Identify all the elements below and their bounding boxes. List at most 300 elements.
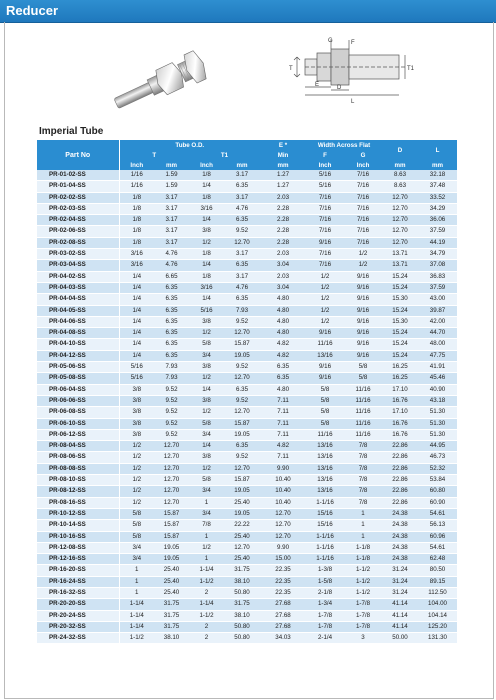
value-cell: 9.52 [224, 226, 260, 237]
value-cell: 44.70 [418, 328, 457, 339]
value-cell: 5/8 [306, 407, 344, 418]
value-cell: 2.28 [260, 215, 306, 226]
table-row [37, 226, 457, 237]
part-number-cell: PR-20-20-SS [37, 599, 119, 610]
value-cell: 104.00 [418, 599, 457, 610]
value-cell: 19.05 [224, 350, 260, 361]
value-cell: 1 [119, 576, 154, 587]
value-cell: 12.70 [154, 497, 189, 508]
part-number-cell: PR-02-06-SS [37, 226, 119, 237]
value-cell: 9/16 [344, 339, 382, 350]
value-cell: 15.30 [382, 294, 418, 305]
label-l: L [351, 99, 355, 105]
value-cell: 3/4 [189, 429, 224, 440]
table-row [37, 316, 457, 327]
value-cell: 56.13 [418, 520, 457, 531]
value-cell: 9.52 [224, 395, 260, 406]
part-number-cell: PR-24-32-SS [37, 633, 119, 644]
unit-t-inch: Inch [119, 160, 154, 170]
value-cell: 3/8 [189, 316, 224, 327]
table-row [37, 621, 457, 632]
part-number-cell: PR-08-04-SS [37, 441, 119, 452]
table-row [37, 418, 457, 429]
value-cell: 1/4 [189, 260, 224, 271]
value-cell: 3/8 [189, 452, 224, 463]
table-row [37, 452, 457, 463]
value-cell: 15.24 [382, 271, 418, 282]
value-cell: 1/2 [119, 475, 154, 486]
value-cell: 3.17 [154, 192, 189, 203]
value-cell: 5/16 [119, 373, 154, 384]
value-cell: 16.76 [382, 429, 418, 440]
value-cell: 62.48 [418, 554, 457, 565]
value-cell: 13/16 [306, 452, 344, 463]
value-cell: 89.15 [418, 576, 457, 587]
value-cell: 7/8 [344, 441, 382, 452]
value-cell: 27.68 [260, 610, 306, 621]
value-cell: 4.76 [154, 249, 189, 260]
value-cell: 12.70 [260, 508, 306, 519]
table-row [37, 282, 457, 293]
value-cell: 3/16 [189, 203, 224, 214]
part-number-cell: PR-06-12-SS [37, 429, 119, 440]
value-cell: 27.68 [260, 599, 306, 610]
value-cell: 15.87 [154, 520, 189, 531]
table-row [37, 260, 457, 271]
value-cell: 1/4 [189, 441, 224, 452]
value-cell: 15.87 [224, 339, 260, 350]
value-cell: 22.86 [382, 486, 418, 497]
value-cell: 32.18 [418, 170, 457, 181]
value-cell: 13/16 [306, 441, 344, 452]
value-cell: 38.10 [224, 576, 260, 587]
value-cell: 15.24 [382, 350, 418, 361]
value-cell: 22.35 [260, 587, 306, 598]
table-row [37, 395, 457, 406]
table-row [37, 350, 457, 361]
value-cell: 1/2 [189, 542, 224, 553]
value-cell: 25.40 [224, 497, 260, 508]
table-row [37, 554, 457, 565]
table-row [37, 486, 457, 497]
part-number-cell: PR-02-03-SS [37, 203, 119, 214]
value-cell: 1-1/2 [119, 633, 154, 644]
value-cell: 1/16 [119, 170, 154, 181]
value-cell: 9.52 [224, 316, 260, 327]
value-cell: 7/16 [306, 249, 344, 260]
table-row [37, 339, 457, 350]
value-cell: 37.48 [418, 181, 457, 192]
value-cell: 6.35 [224, 441, 260, 452]
value-cell: 12.70 [224, 463, 260, 474]
value-cell: 9/16 [306, 328, 344, 339]
value-cell: 54.61 [418, 542, 457, 553]
label-d: D [337, 85, 342, 91]
col-l: L [418, 140, 457, 160]
value-cell: 1/2 [119, 463, 154, 474]
value-cell: 1 [119, 587, 154, 598]
value-cell: 1-1/8 [344, 554, 382, 565]
value-cell: 3.04 [260, 282, 306, 293]
value-cell: 6.35 [154, 350, 189, 361]
table-row [37, 294, 457, 305]
value-cell: 1/2 [119, 441, 154, 452]
value-cell: 5/16 [189, 305, 224, 316]
value-cell: 1/2 [189, 237, 224, 248]
value-cell: 24.38 [382, 554, 418, 565]
value-cell: 9/16 [344, 350, 382, 361]
page-title: Reducer [6, 3, 59, 18]
value-cell: 12.70 [154, 441, 189, 452]
value-cell: 13.71 [382, 249, 418, 260]
value-cell: 1-7/8 [344, 599, 382, 610]
value-cell: 2-1/8 [306, 587, 344, 598]
col-e-min: Min [260, 150, 306, 160]
value-cell: 5/8 [119, 508, 154, 519]
value-cell: 1-1/2 [189, 610, 224, 621]
value-cell: 1/4 [119, 282, 154, 293]
value-cell: 37.59 [418, 226, 457, 237]
value-cell: 4.80 [260, 305, 306, 316]
value-cell: 19.05 [154, 554, 189, 565]
value-cell: 4.82 [260, 339, 306, 350]
col-tube-od: Tube O.D. [119, 140, 260, 150]
unit-g-inch: Inch [344, 160, 382, 170]
table-row [37, 633, 457, 644]
value-cell: 11/16 [306, 429, 344, 440]
value-cell: 7/8 [344, 452, 382, 463]
value-cell: 1-7/8 [306, 610, 344, 621]
value-cell: 5/8 [189, 418, 224, 429]
value-cell: 25.40 [154, 576, 189, 587]
value-cell: 2 [189, 587, 224, 598]
table-body [37, 170, 457, 644]
value-cell: 7.11 [260, 395, 306, 406]
unit-l-mm: mm [418, 160, 457, 170]
value-cell: 7/8 [344, 463, 382, 474]
value-cell: 6.35 [154, 305, 189, 316]
value-cell: 8.63 [382, 170, 418, 181]
value-cell: 1/4 [189, 181, 224, 192]
value-cell: 2 [189, 633, 224, 644]
value-cell: 1/2 [306, 271, 344, 282]
col-f: F [306, 150, 344, 160]
col-t1: T1 [189, 150, 260, 160]
value-cell: 19.05 [224, 486, 260, 497]
value-cell: 3.17 [224, 170, 260, 181]
value-cell: 3/8 [119, 429, 154, 440]
value-cell: 12.70 [382, 215, 418, 226]
value-cell: 1/4 [119, 350, 154, 361]
value-cell: 7.11 [260, 429, 306, 440]
value-cell: 9/16 [344, 271, 382, 282]
value-cell: 3.17 [154, 226, 189, 237]
value-cell: 12.70 [224, 237, 260, 248]
table-row [37, 305, 457, 316]
value-cell: 60.80 [418, 486, 457, 497]
value-cell: 7/8 [344, 497, 382, 508]
value-cell: 47.75 [418, 350, 457, 361]
value-cell: 7/16 [344, 203, 382, 214]
value-cell: 3.17 [154, 215, 189, 226]
unit-e-mm: mm [260, 160, 306, 170]
value-cell: 15.87 [224, 418, 260, 429]
value-cell: 38.10 [154, 633, 189, 644]
table-row [37, 249, 457, 260]
value-cell: 4.80 [260, 384, 306, 395]
value-cell: 7.11 [260, 407, 306, 418]
value-cell: 1.27 [260, 181, 306, 192]
value-cell: 9/16 [344, 305, 382, 316]
value-cell: 22.86 [382, 475, 418, 486]
value-cell: 4.82 [260, 441, 306, 452]
value-cell: 2.03 [260, 249, 306, 260]
value-cell: 16.76 [382, 395, 418, 406]
value-cell: 11/16 [344, 407, 382, 418]
table-row [37, 441, 457, 452]
value-cell: 1 [189, 554, 224, 565]
value-cell: 2 [189, 621, 224, 632]
value-cell: 24.38 [382, 508, 418, 519]
value-cell: 19.05 [154, 542, 189, 553]
value-cell: 25.40 [154, 565, 189, 576]
value-cell: 22.35 [260, 565, 306, 576]
part-number-cell: PR-20-32-SS [37, 621, 119, 632]
value-cell: 43.00 [418, 294, 457, 305]
value-cell: 1/2 [306, 305, 344, 316]
table-row [37, 192, 457, 203]
value-cell: 12.70 [382, 237, 418, 248]
value-cell: 12.70 [154, 475, 189, 486]
value-cell: 1/4 [189, 294, 224, 305]
value-cell: 1 [189, 531, 224, 542]
col-d: D [382, 140, 418, 160]
value-cell: 1/2 [344, 249, 382, 260]
value-cell: 1/4 [189, 215, 224, 226]
value-cell: 1/8 [119, 237, 154, 248]
col-t: T [119, 150, 189, 160]
part-number-cell: PR-08-08-SS [37, 463, 119, 474]
part-number-cell: PR-03-02-SS [37, 249, 119, 260]
value-cell: 41.14 [382, 621, 418, 632]
part-number-cell: PR-16-20-SS [37, 565, 119, 576]
value-cell: 34.29 [418, 203, 457, 214]
value-cell: 1/2 [306, 294, 344, 305]
table-row [37, 373, 457, 384]
value-cell: 3/8 [119, 384, 154, 395]
value-cell: 15.24 [382, 282, 418, 293]
table-row [37, 497, 457, 508]
value-cell: 8.63 [382, 181, 418, 192]
value-cell: 1.59 [154, 170, 189, 181]
table-row [37, 181, 457, 192]
value-cell: 5/16 [306, 181, 344, 192]
value-cell: 3/4 [189, 486, 224, 497]
value-cell: 9/16 [306, 362, 344, 373]
value-cell: 17.10 [382, 407, 418, 418]
value-cell: 39.87 [418, 305, 457, 316]
table-row [37, 271, 457, 282]
value-cell: 5/8 [344, 362, 382, 373]
value-cell: 1.27 [260, 170, 306, 181]
value-cell: 1/8 [189, 271, 224, 282]
value-cell: 7/16 [344, 181, 382, 192]
value-cell: 2.28 [260, 237, 306, 248]
value-cell: 13/16 [306, 486, 344, 497]
table-row [37, 520, 457, 531]
value-cell: 60.90 [418, 497, 457, 508]
value-cell: 7/16 [306, 260, 344, 271]
value-cell: 25.40 [224, 554, 260, 565]
value-cell: 13/16 [306, 350, 344, 361]
value-cell: 1/2 [306, 282, 344, 293]
value-cell: 9/16 [306, 373, 344, 384]
value-cell: 6.35 [224, 260, 260, 271]
value-cell: 24.38 [382, 531, 418, 542]
value-cell: 1/2 [119, 497, 154, 508]
value-cell: 4.82 [260, 350, 306, 361]
part-number-cell: PR-02-04-SS [37, 215, 119, 226]
value-cell: 1-1/2 [344, 576, 382, 587]
value-cell: 1-1/4 [189, 565, 224, 576]
label-t: T [289, 66, 293, 72]
value-cell: 5/8 [119, 531, 154, 542]
value-cell: 1/8 [189, 249, 224, 260]
value-cell: 13/16 [306, 463, 344, 474]
product-photo [100, 40, 210, 130]
value-cell: 31.24 [382, 587, 418, 598]
part-number-cell: PR-08-12-SS [37, 486, 119, 497]
value-cell: 1-7/8 [344, 621, 382, 632]
value-cell: 6.35 [224, 181, 260, 192]
value-cell: 19.05 [224, 429, 260, 440]
table-row [37, 407, 457, 418]
value-cell: 2.28 [260, 203, 306, 214]
value-cell: 7/8 [189, 520, 224, 531]
col-part-no: Part No [37, 140, 119, 170]
value-cell: 1/2 [306, 316, 344, 327]
part-number-cell: PR-08-16-SS [37, 497, 119, 508]
col-width: Width Across Flat [306, 140, 382, 150]
value-cell: 131.30 [418, 633, 457, 644]
table-row [37, 542, 457, 553]
value-cell: 1/8 [189, 192, 224, 203]
unit-t1-mm: mm [224, 160, 260, 170]
value-cell: 31.24 [382, 576, 418, 587]
value-cell: 15.87 [154, 508, 189, 519]
part-number-cell: PR-04-12-SS [37, 350, 119, 361]
value-cell: 17.10 [382, 384, 418, 395]
value-cell: 31.75 [224, 599, 260, 610]
value-cell: 1/2 [189, 328, 224, 339]
part-number-cell: PR-03-04-SS [37, 260, 119, 271]
value-cell: 24.38 [382, 520, 418, 531]
value-cell: 50.00 [382, 633, 418, 644]
part-number-cell: PR-05-06-SS [37, 362, 119, 373]
label-g: G [328, 38, 333, 44]
value-cell: 5/8 [189, 339, 224, 350]
value-cell: 4.76 [224, 203, 260, 214]
value-cell: 1 [344, 508, 382, 519]
value-cell: 12.70 [224, 373, 260, 384]
part-number-cell: PR-20-24-SS [37, 610, 119, 621]
part-number-cell: PR-05-08-SS [37, 373, 119, 384]
value-cell: 3/8 [189, 226, 224, 237]
value-cell: 6.35 [260, 373, 306, 384]
value-cell: 31.75 [224, 565, 260, 576]
table-row [37, 565, 457, 576]
table-row [37, 203, 457, 214]
value-cell: 12.70 [154, 486, 189, 497]
value-cell: 7/16 [306, 203, 344, 214]
part-number-cell: PR-10-16-SS [37, 531, 119, 542]
part-number-cell: PR-10-12-SS [37, 508, 119, 519]
value-cell: 3/4 [119, 554, 154, 565]
value-cell: 15.24 [382, 328, 418, 339]
value-cell: 1/2 [189, 463, 224, 474]
value-cell: 1/4 [119, 316, 154, 327]
value-cell: 1/2 [119, 486, 154, 497]
value-cell: 7/16 [344, 170, 382, 181]
value-cell: 6.35 [154, 282, 189, 293]
value-cell: 3/8 [119, 395, 154, 406]
value-cell: 4.80 [260, 316, 306, 327]
value-cell: 1-1/16 [306, 554, 344, 565]
value-cell: 7/8 [344, 475, 382, 486]
value-cell: 3/4 [119, 542, 154, 553]
value-cell: 3.17 [154, 203, 189, 214]
value-cell: 1/8 [119, 203, 154, 214]
value-cell: 11/16 [344, 418, 382, 429]
value-cell: 51.30 [418, 418, 457, 429]
value-cell: 50.80 [224, 587, 260, 598]
value-cell: 1-1/8 [344, 542, 382, 553]
value-cell: 9/16 [344, 294, 382, 305]
value-cell: 9.90 [260, 542, 306, 553]
value-cell: 7/16 [306, 192, 344, 203]
value-cell: 22.35 [260, 576, 306, 587]
specifications-table [37, 140, 457, 644]
value-cell: 45.46 [418, 373, 457, 384]
value-cell: 38.10 [224, 610, 260, 621]
value-cell: 1/8 [119, 226, 154, 237]
value-cell: 40.90 [418, 384, 457, 395]
value-cell: 10.40 [260, 497, 306, 508]
value-cell: 12.70 [224, 542, 260, 553]
value-cell: 11/16 [344, 395, 382, 406]
value-cell: 1/4 [119, 328, 154, 339]
value-cell: 1-1/4 [119, 610, 154, 621]
unit-t-mm: mm [154, 160, 189, 170]
value-cell: 3/16 [119, 249, 154, 260]
value-cell: 4.80 [260, 328, 306, 339]
value-cell: 1/4 [119, 305, 154, 316]
value-cell: 25.40 [154, 587, 189, 598]
value-cell: 7/16 [344, 192, 382, 203]
value-cell: 50.80 [224, 621, 260, 632]
value-cell: 2-1/4 [306, 633, 344, 644]
value-cell: 9.52 [224, 452, 260, 463]
value-cell: 7.11 [260, 452, 306, 463]
value-cell: 12.70 [382, 203, 418, 214]
value-cell: 42.00 [418, 316, 457, 327]
value-cell: 1-3/8 [306, 565, 344, 576]
unit-d-mm: mm [382, 160, 418, 170]
table-row [37, 576, 457, 587]
value-cell: 2.03 [260, 271, 306, 282]
value-cell: 1-1/16 [306, 531, 344, 542]
value-cell: 41.14 [382, 599, 418, 610]
